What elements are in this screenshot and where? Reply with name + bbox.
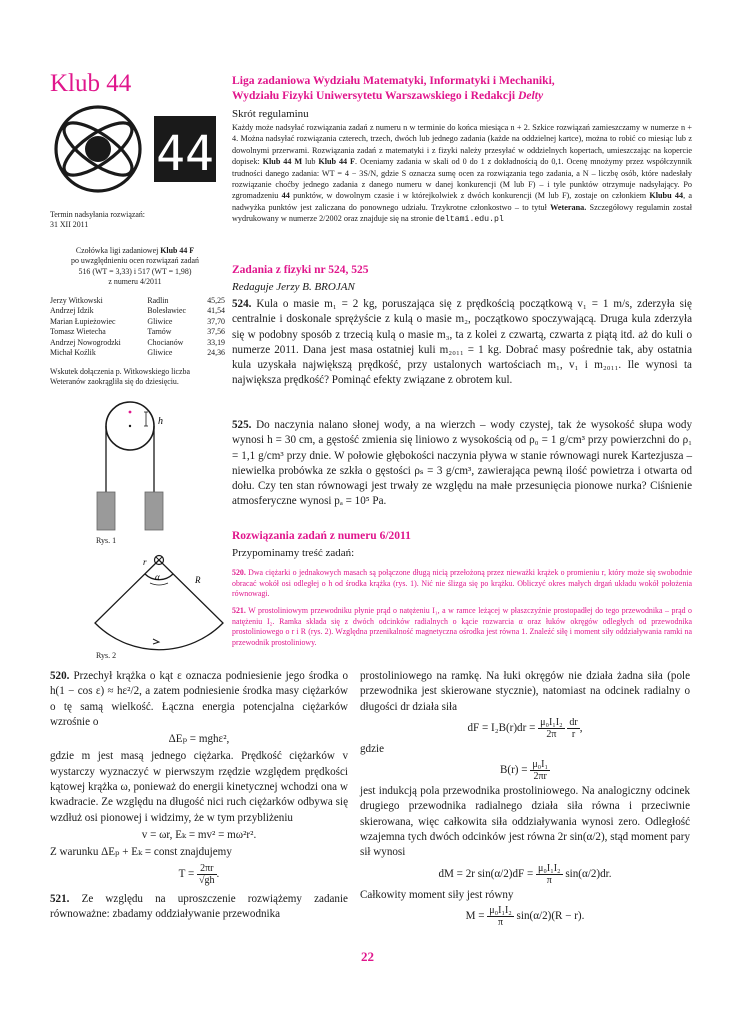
ranking-name: Michał Koźlik xyxy=(50,348,96,358)
B-num: μ₀I₁ xyxy=(532,759,548,771)
ranking-score: 37,56 xyxy=(207,327,225,337)
liga-title-delta: Delty xyxy=(517,89,544,102)
dM-num: μ₀I₁I₂ xyxy=(538,862,561,874)
M-lhs: M = xyxy=(465,910,485,923)
period-end: . xyxy=(216,867,220,880)
equation-B xyxy=(360,759,690,782)
fig2-alpha-label: α xyxy=(155,572,160,582)
termin-block xyxy=(50,210,220,231)
klub-44-logo xyxy=(50,102,220,197)
ranking-city: Chocianów xyxy=(147,337,184,347)
regulamin-part2: . Oceniamy zadania w skali od 0 do 1 z dokładnością do 0,1. Ocenę mnożymy przez współczynnik trudności danego zadania: WT = 4 − 3S/N, gdzie S oznacza sumę ocen za rozwiązania tego zadania, a N – liczbę osób, które nadesłały rozwiązanie choćby jednego zadania z danego numeru w danej konkurencji (M lub F) – i tyle punktów otrzymuje nadsyłający. Po zgromadzeniu xyxy=(232,157,692,201)
ranking-row xyxy=(50,306,225,316)
solution-520-number: 520. xyxy=(50,670,70,682)
ranking-city: Gliwice xyxy=(147,348,173,358)
dF-num: μ₀I₁I₂ xyxy=(540,716,563,728)
solution-right-column xyxy=(360,669,690,930)
alpha-arc xyxy=(150,583,168,585)
figure-2 xyxy=(55,553,230,653)
period-numerator: 2πr xyxy=(197,863,217,875)
regulamin-part5: Szczegółowy regulamin został wydrukowany w numerze 2/2002 oraz znajduje się na stronie xyxy=(232,202,693,224)
solution-520-p3: Z warunku ΔEₚ + Eₖ = const znajdujemy xyxy=(50,846,232,859)
liga-title xyxy=(232,73,692,103)
recall-521-text: W prostoliniowym przewodniku płynie prąd o natężeniu I₁, a w ramce leżącej w płaszczyźnie prostopadłej do tego przewodnika – prąd o natężeniu I₂. Ramka składa się z dwóch odcinków radialnych o kącie rozwarcia α oraz łuków okręgów odległych od przewodnika prostoliniowego o r i R (rys. 2). Względna przenikalność magnetyczna ośrodka jest równa 1. Znaleźć siłę i moment siły oddziaływania ramki na przewodnik prostoliniowy. xyxy=(232,606,692,647)
ranking-score: 41,54 xyxy=(207,306,225,316)
solution-left-column xyxy=(50,669,348,922)
ranking-row xyxy=(50,327,225,337)
ranking-name: Jerzy Witkowski xyxy=(50,296,103,305)
fig1-caption: Rys. 1 xyxy=(96,536,117,545)
solution-521-number: 521. xyxy=(50,892,70,905)
pulley-axis xyxy=(129,411,132,414)
czolowka-klub: Klub 44 F xyxy=(160,246,195,255)
equation-delta-ep: ΔEₚ = mghε², xyxy=(168,733,230,746)
regulamin-klub-f: Klub 44 F xyxy=(318,157,356,167)
B-den: 2πr xyxy=(533,771,547,783)
regulamin-part1: Każdy może nadsyłać rozwiązania zadań z numeru n w terminie do końca miesiąca n + 2. Szkice rozwiązań zamieszczamy w numerze n + 4. Można nadsyłać rozwiązania czterech, trzech, dwóch lub jednego zadania (każde na oddzielnej kartce), można to robić co miesiąc lub z dowolnymi przerwami. Rozwiązania zadań z matematyki i z fizyki należy przesyłać w oddzielnych kopertach, umieszczając na kopercie dopisek: xyxy=(232,123,692,167)
regulamin-weterana: Weterana. xyxy=(550,202,587,212)
dF-lhs: dF = I₂B(r)dr = xyxy=(467,721,536,734)
wskutek-note: Wskutek dołączenia p. Witkowskiego liczba Weteranów zaokrągliła się do dziesięciu. xyxy=(50,367,190,387)
ranking-row xyxy=(50,338,225,348)
dF-num2: dr xyxy=(569,716,578,728)
ranking-name: Andrzej Idzik xyxy=(50,306,94,316)
ranking-score: 45,25 xyxy=(207,296,225,305)
ranking-name: Andrzej Nowogrodzki xyxy=(50,337,121,347)
period-lhs: T = xyxy=(178,867,195,880)
ranking-table xyxy=(50,296,225,358)
solutions-heading: Rozwiązania zadań z numeru 6/2011 xyxy=(232,530,411,542)
M-num: μ₀I₁I₂ xyxy=(489,904,512,916)
czolowka-block xyxy=(50,246,220,288)
ranking-score: 24,36 xyxy=(207,348,225,358)
gdzie-label: gdzie xyxy=(360,742,385,755)
atom-nucleus xyxy=(85,136,111,162)
recall-520-number: 520. xyxy=(232,568,246,577)
recall-521 xyxy=(232,606,692,648)
solution-521-p2: prostoliniowego na ramkę. Na łuki okręgów nie działa żadna siła (pole przewodnika jest skierowane stycznie), natomiast na odcinek radialny o długości dr działa siła xyxy=(360,670,690,713)
termin-label: Termin nadsyłania rozwiązań: xyxy=(50,210,145,219)
recall-520 xyxy=(232,568,692,600)
solution-521-p3: jest indukcją pola przewodnika prostoliniowego. Na analogiczny odcinek drugiego przewodnika radialnego działa siła równa i przeciwnie skierowana, więc całkowita siła oddziaływania wynosi zero. Odległość wzajemna tych dwóch odcinków jest równa 2r sin(α/2), stąd moment pary sił wynosi xyxy=(360,785,690,859)
liga-title-line1: Liga zadaniowa Wydziału Matematyki, Informatyki i Mechaniki, xyxy=(232,74,555,87)
czolowka-line2: po uwzględnieniu ocen rozwiązań zadań xyxy=(71,256,199,266)
dM-lhs: dM = 2r sin(α/2)dF = xyxy=(438,867,534,880)
equation-dF xyxy=(360,717,690,740)
ranking-name: Marian Łupieżowiec xyxy=(50,316,116,326)
direction-arrow-icon xyxy=(153,639,159,644)
B-lhs: B(r) = xyxy=(500,764,528,777)
ranking-row xyxy=(50,296,225,306)
ranking-city: Radlin xyxy=(147,296,169,305)
ranking-city: Gliwice xyxy=(147,316,173,326)
recall-520-text: Dwa ciężarki o jednakowych masach są połączone długą nicią przełożoną przez nieważki krążek o promieniu r, który może się swobodnie obracać wokół osi odległej o h od środka krążka (rys. 1). Nić nie ślizga się po krążku. Obliczyć okres małych drgań układu wokół położenia równowagi. xyxy=(232,568,692,599)
fig2-r-label: r xyxy=(143,557,147,567)
ranking-city: Bolesławiec xyxy=(147,306,186,316)
dM-den: π xyxy=(546,874,552,886)
problem-524-number: 524. xyxy=(232,298,252,310)
ranking-score: 33,19 xyxy=(207,337,225,347)
physics-heading: Zadania z fizyki nr 524, 525 xyxy=(232,264,369,276)
problem-524-text: Kula o masie m₁ = 2 kg, poruszająca się z prędkością początkową v₁ = 1 m/s, zderzyła się centralnie i doskonale sprężyście z kulą o masie m₂, początkowo spoczywającą. Druga kula zderzyła się w podobny sposób z trzecią kulą o masie m₃, ta z kolei z czwartą, czwarta z piątą itd. aż do kuli o numerze 2011. Dana jest masa ostatniej kuli m₂₀₁₁ = 1 kg. Dobrać masy pośrednie tak, aby ostatnia kula uzyskała największą prędkość, przy ustalonych wartościach m₁, v₁ i m₂₀₁₁. Ile wynosi ta największa prędkość? Pominąć efekty związane z obrotem kul. xyxy=(232,298,692,387)
czolowka-line3: 516 (WT = 3,33) i 517 (WT = 1,98) xyxy=(78,266,192,276)
fig2-caption: Rys. 2 xyxy=(96,651,117,660)
physics-editor: Redaguje Jerzy B. BROJAN xyxy=(232,281,355,293)
logo-digits: 44 xyxy=(156,126,214,182)
figure-1 xyxy=(82,400,192,535)
ranking-city: Tarnów xyxy=(147,327,172,337)
equation-M xyxy=(360,905,690,928)
czolowka-line4: z numeru 4/2011 xyxy=(108,277,162,287)
czolowka-line1: Czołówka ligi zadaniowej xyxy=(75,246,159,255)
termin-date: 31 XII 2011 xyxy=(50,220,89,230)
equation-period xyxy=(50,863,348,886)
ranking-score: 37,70 xyxy=(207,316,225,326)
problem-524 xyxy=(232,297,692,389)
problem-525-number: 525. xyxy=(232,419,252,431)
ranking-row xyxy=(50,317,225,327)
weight-left xyxy=(97,492,115,530)
problem-525 xyxy=(232,418,692,510)
equation-kinetic: v = ωr, Eₖ = mv² = mω²r². xyxy=(141,828,257,841)
solution-521-p1: Ze względu na uproszczenie rozwiążemy zadanie równoważne: zbadamy oddziaływanie przewodnika xyxy=(50,892,348,920)
ranking-name: Tomasz Wietecha xyxy=(50,327,106,337)
equation-dM xyxy=(360,863,690,886)
regulamin-klubu-44: Klubu 44 xyxy=(649,191,684,201)
dF-den2: r xyxy=(571,728,576,740)
liga-title-line2: Wydziału Fizyki Uniwersytetu Warszawskiego i Redakcji xyxy=(232,89,516,102)
solution-520-p2: gdzie m jest masą jednego ciężarka. Prędkość ciężarków v wystarczy wyznaczyć w pierwszym rzędzie względem prędkości kątowej krążka ω, ponieważ do energii kinetycznej wchodzi ona w kwadracie. Ze względu na długość nici ruch ciężarków odbywa się wzdłuż osi pionowej i widzimy, że w tym przybliżeniu xyxy=(50,750,348,824)
dF-end: , xyxy=(579,721,583,734)
problem-525-text: Do naczynia nalano słonej wody, a na wierzch – wody czystej, tak że wysokość słupa wody wynosi h = 30 cm, a gęstość zmienia się liniowo z wysokością od ρ₀ = 1 g/cm³ przy powierzchni do ρ₁ = 1,1 g/cm³ przy dnie. W połowie głębokości naczynia pływa w stanie równowagi nurek Kartezjusza – niewielka probówka ze szkła o gęstości ρₛ = 3 g/cm³, zawierająca pewną ilość powietrza i otwarta od dołu. Czy ten stan równowagi jest trwały ze względu na małe przesunięcia pionowe nurka? Ciśnienie atmosferyczne wynosi pₐ = 10⁵ Pa. xyxy=(232,419,692,508)
regulamin-part4: , a nadwyżka punktów jest zaliczana do ponownego udziału. Trzykrotne członkostwo – to tytuł xyxy=(232,191,693,212)
klub-title: Klub 44 xyxy=(50,70,132,97)
page-number: 22 xyxy=(361,949,374,964)
regulamin-lub: lub xyxy=(304,157,316,167)
solutions-reminder: Przypominamy treść zadań: xyxy=(232,547,355,559)
dM-end: sin(α/2)dr. xyxy=(565,867,612,880)
solution-521-p4: Całkowity moment siły jest równy xyxy=(360,888,514,901)
ranking-row xyxy=(50,348,225,358)
recall-521-number: 521. xyxy=(232,606,246,615)
regulamin-part3: punktów, w dowolnym czasie i w którejkolwiek z dwóch konkurencji (M lub F), zostaje on członkiem xyxy=(293,191,647,201)
dF-den: 2π xyxy=(546,728,557,740)
regulamin-text xyxy=(232,122,692,226)
pulley-center xyxy=(129,425,131,427)
skrot-regulaminu: Skrót regulaminu xyxy=(232,108,309,120)
fig2-R-label: R xyxy=(195,575,201,585)
M-end: sin(α/2)(R − r). xyxy=(516,910,585,923)
regulamin-44: 44 xyxy=(281,191,290,201)
M-den: π xyxy=(497,916,504,928)
fig1-h-label: h xyxy=(158,416,163,427)
period-denominator: √gh xyxy=(199,874,215,886)
weight-right xyxy=(145,492,163,530)
regulamin-klub-m: Klub 44 M xyxy=(262,157,303,167)
solution-520-p1: Przechył krążka o kąt ε oznacza podniesienie jego środka o h(1 − cos ε) ≈ hε²/2, a zatem podniesienie środka masy ciężarków o tę samą wielkość. Łączna energia potencjalna ciężarków wzrośnie o xyxy=(50,670,348,728)
regulamin-url[interactable]: deltami.edu.pl xyxy=(435,215,504,225)
